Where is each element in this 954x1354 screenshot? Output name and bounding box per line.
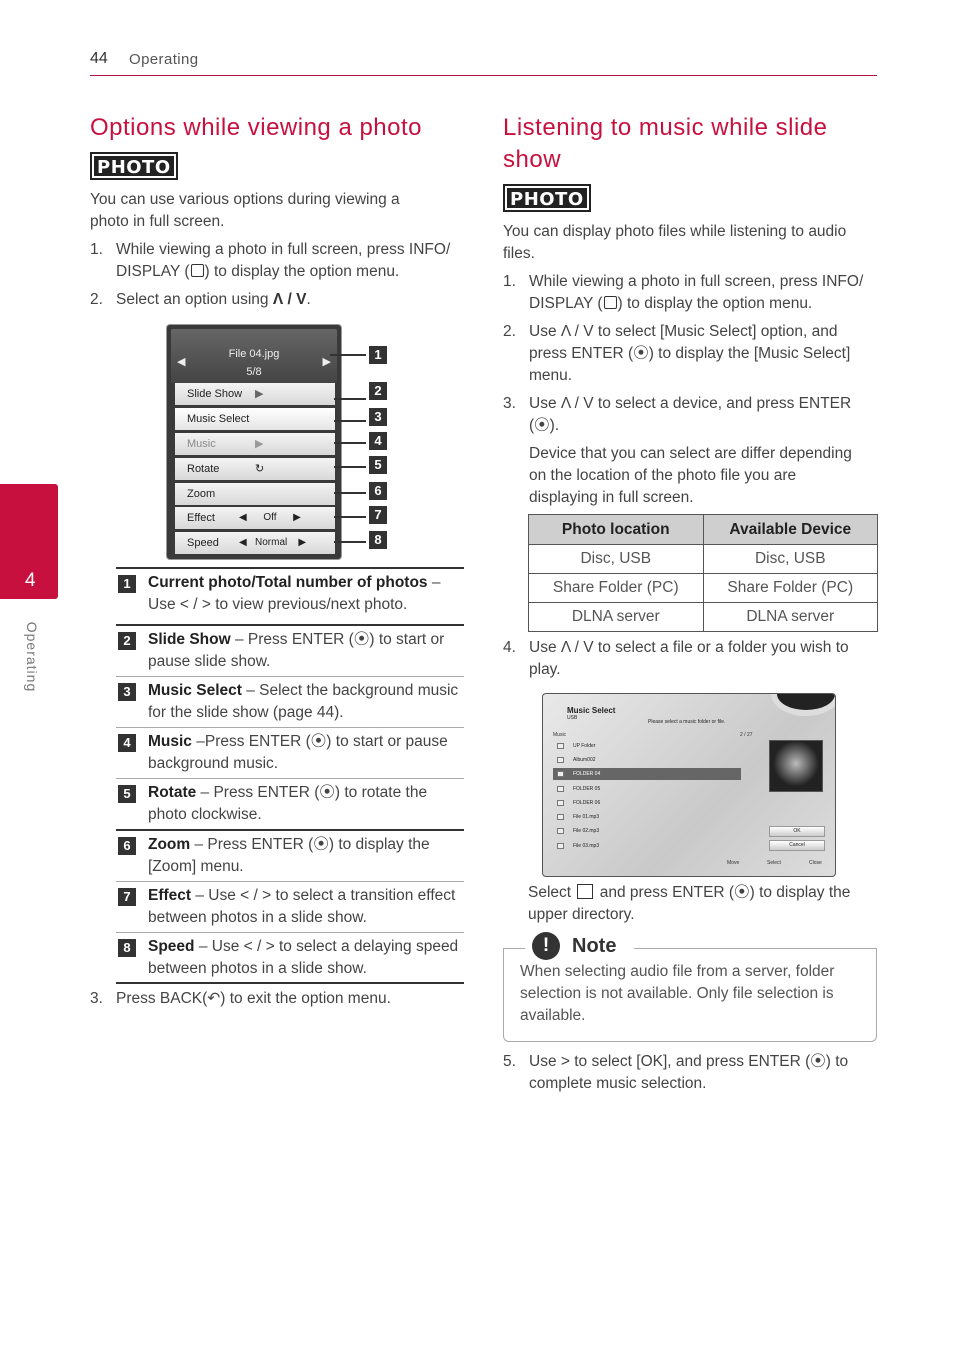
callout-1: 1: [369, 346, 387, 364]
up-down-icon: Λ / V: [272, 291, 307, 308]
note-box: [503, 935, 877, 1042]
table-header: Photo location: [529, 515, 704, 545]
music-count: 2 / 27: [740, 732, 753, 738]
menu-row-speed[interactable]: Speed ◀ Normal ▶: [175, 532, 335, 554]
desc-item-8: 8 Speed – Use < / > to select a delaying speed between photos in a slide show.: [116, 932, 464, 984]
display-key-icon: [604, 296, 617, 309]
device-table: [528, 514, 878, 632]
list-item[interactable]: File 01.mp3: [553, 811, 741, 823]
cancel-button[interactable]: Cancel: [769, 840, 825, 851]
music-file-icon: [557, 843, 564, 849]
page-number: 44: [90, 50, 108, 67]
right-step-4: 4. Use Λ / V to select a file or a folder you wish to play.: [503, 639, 849, 678]
music-select-hint: Please select a music folder or file.: [648, 719, 726, 725]
upper-directory-icon: [577, 884, 593, 899]
music-select-screen: [542, 693, 836, 877]
footer-move: Move: [727, 860, 740, 866]
table-header: Available Device: [703, 515, 878, 545]
photo-badge-icon: PHOTO: [90, 152, 178, 180]
menu-row-music[interactable]: Music ▶: [175, 433, 335, 455]
disc-decoration: [771, 693, 836, 716]
callout-7: 7: [369, 506, 387, 524]
note-title: Note: [572, 935, 617, 957]
callout-line-1: [330, 354, 366, 356]
menu-row-rotate[interactable]: Rotate ↻: [175, 458, 335, 480]
list-item[interactable]: File 03.mp3: [553, 840, 741, 852]
exclamation-icon: !: [532, 932, 560, 960]
chapter-label: [19, 612, 49, 702]
display-key-icon: [191, 264, 204, 277]
list-item[interactable]: FOLDER 05: [553, 783, 741, 795]
next-arrow-icon: ▶: [322, 356, 331, 368]
menu-header: [171, 329, 337, 383]
table-row: Disc, USB Disc, USB: [529, 545, 878, 574]
menu-file-name: File 04.jpg: [228, 348, 280, 360]
desc-item-5: 5 Rotate – Press ENTER (⦿) to rotate the photo clockwise.: [116, 778, 464, 829]
album-thumbnail: [769, 740, 823, 792]
chapter-label-text: Operating: [24, 621, 40, 693]
right-step-4-cont: Select and press ENTER (⦿) to display the upper directory.: [528, 884, 851, 923]
folder-icon: [557, 771, 564, 777]
music-file-icon: [557, 828, 564, 834]
folder-icon: [557, 757, 564, 763]
callout-line-2: [334, 398, 366, 400]
list-item[interactable]: UP Folder: [553, 740, 741, 752]
page-header: [90, 48, 877, 76]
desc-item-4: 4 Music –Press ENTER (⦿) to start or pause background music.: [116, 727, 464, 778]
list-item[interactable]: FOLDER 06: [553, 797, 741, 809]
note-body: When selecting audio file from a server, folder selection is not available. Only file selection is available.: [520, 963, 835, 1024]
menu-index: 5/8: [246, 366, 262, 378]
left-step-3: 3. Press BACK(↶) to exit the option menu.: [90, 990, 391, 1007]
left-step-2: 2. Select an option using Λ / V.: [90, 291, 311, 308]
chapter-number: 4: [25, 570, 36, 591]
callout-3: 3: [369, 408, 387, 426]
footer-close: Close: [809, 860, 822, 866]
right-title-line-1: Listening to music while slide: [503, 114, 828, 141]
menu-row-effect[interactable]: Effect ◀ Off ▶: [175, 507, 335, 529]
menu-row-slide-show[interactable]: Slide Show ▶: [175, 383, 335, 405]
desc-item-6: 6 Zoom – Press ENTER (⦿) to display the [Zoom] menu.: [116, 829, 464, 881]
ok-button[interactable]: OK: [769, 826, 825, 837]
music-select-title: Music Select: [567, 706, 616, 715]
left-title: Options while viewing a photo: [90, 114, 423, 141]
folder-icon: [557, 800, 564, 806]
desc-item-2: 2 Slide Show – Press ENTER (⦿) to start or pause slide show.: [116, 624, 464, 676]
desc-item-3: 3 Music Select – Select the background music for the slide show (page 44).: [116, 676, 464, 727]
photo-badge-icon: PHOTO: [503, 184, 591, 212]
table-row: Share Folder (PC) Share Folder (PC): [529, 574, 878, 603]
rotate-icon: ↻: [255, 463, 265, 475]
chapter-tab: [0, 484, 58, 599]
callout-line-8: [334, 541, 366, 543]
callout-line-5: [334, 466, 366, 468]
table-row: DLNA server DLNA server: [529, 603, 878, 632]
right-intro: You can display photo files while listening to audio files.: [503, 223, 847, 262]
callout-6: 6: [369, 482, 387, 500]
desc-item-7: 7 Effect – Use < / > to select a transition effect between photos in a slide show.: [116, 881, 464, 932]
folder-icon: [557, 786, 564, 792]
left-intro: You can use various options during viewing a photo in full screen.: [90, 191, 400, 230]
music-list-label: Music: [553, 732, 567, 738]
list-item[interactable]: File 02.mp3: [553, 825, 741, 837]
right-step-1: 1. While viewing a photo in full screen, press INFO/ DISPLAY ( ) to display the option menu.: [503, 273, 864, 312]
music-file-icon: [557, 814, 564, 820]
right-title-line-2: show: [503, 146, 562, 173]
prev-arrow-icon: ◀: [177, 356, 186, 368]
option-menu: [166, 324, 342, 560]
callout-4: 4: [369, 432, 387, 450]
folder-up-icon: [557, 743, 564, 749]
menu-row-zoom[interactable]: Zoom: [175, 483, 335, 505]
list-item[interactable]: Album002: [553, 754, 741, 766]
header-section: Operating: [129, 51, 199, 68]
footer-select: Select: [767, 860, 781, 866]
menu-row-music-select[interactable]: Music Select: [175, 408, 335, 430]
desc-item-1: 1 Current photo/Total number of photos – Use < / > to view previous/next photo.: [116, 567, 464, 625]
right-step-5: 5. Use > to select [OK], and press ENTER (⦿) to complete music selection.: [503, 1053, 849, 1092]
callout-line-4: [334, 442, 366, 444]
list-item[interactable]: FOLDER 04: [553, 768, 741, 780]
right-step-2: 2. Use Λ / V to select [Music Select] option, and press ENTER (⦿) to display the [Music Select] menu.: [503, 323, 851, 384]
callout-5: 5: [369, 456, 387, 474]
callout-8: 8: [369, 531, 387, 549]
right-step-3: 3. Use Λ / V to select a device, and press ENTER (⦿). Device that you can select are differ depending on the location of the photo file you are displaying in full screen.: [503, 395, 852, 506]
callout-line-6: [334, 492, 366, 494]
callout-line-7: [334, 516, 366, 518]
callout-2: 2: [369, 382, 387, 400]
music-select-source: USB: [567, 715, 578, 721]
left-step-1: 1. While viewing a photo in full screen, press INFO/ DISPLAY ( ) to display the option menu.: [90, 241, 451, 280]
callout-line-3: [334, 420, 366, 422]
